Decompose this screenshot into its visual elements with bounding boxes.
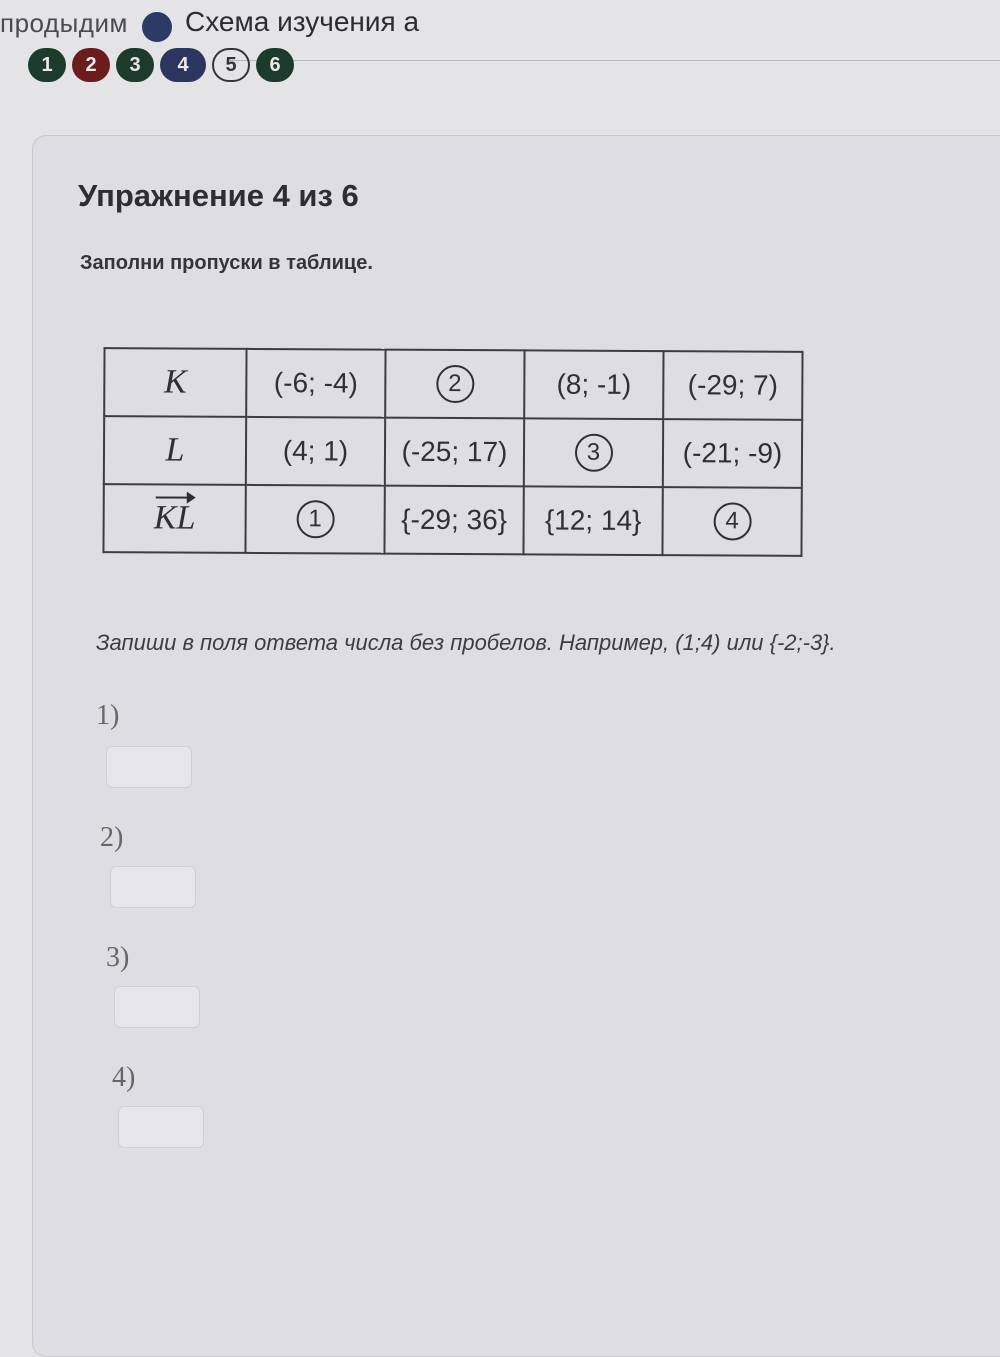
row-header-k: K bbox=[104, 348, 246, 417]
table-row-l bbox=[104, 416, 802, 488]
answer-1-label: 1) bbox=[96, 700, 120, 731]
answer-1-input[interactable] bbox=[106, 746, 192, 788]
table-row-k bbox=[104, 348, 802, 420]
blank-marker: 2 bbox=[436, 365, 474, 403]
step-6-button[interactable]: 6 bbox=[256, 48, 294, 82]
coordinates-table bbox=[102, 347, 803, 557]
table-cell-blank-4 bbox=[662, 487, 801, 556]
blank-marker: 3 bbox=[574, 434, 612, 472]
table-cell: {12; 14} bbox=[523, 486, 662, 555]
answer-2-label: 2) bbox=[100, 822, 124, 853]
row-header-kl bbox=[103, 484, 245, 553]
table-cell: {-29; 36} bbox=[384, 486, 523, 555]
table-cell: (-6; -4) bbox=[246, 349, 385, 418]
breadcrumb-previous[interactable]: продыдим bbox=[0, 8, 128, 38]
course-title[interactable]: Схема изучения а bbox=[185, 6, 420, 37]
table-cell: (-29; 7) bbox=[663, 351, 802, 420]
step-3-button[interactable]: 3 bbox=[116, 48, 154, 82]
exercise-instruction: Заполни пропуски в таблице. bbox=[80, 252, 373, 274]
step-4-button[interactable]: 4 bbox=[160, 48, 206, 82]
answer-format-note: Запиши в поля ответа числа без пробелов. Например, (1;4) или {-2;-3}. bbox=[96, 630, 836, 655]
vector-kl: KL bbox=[153, 499, 196, 537]
blank-marker: 1 bbox=[296, 500, 334, 538]
answer-4-input[interactable] bbox=[118, 1106, 204, 1148]
step-5-button[interactable]: 5 bbox=[212, 48, 250, 82]
divider bbox=[230, 60, 1000, 61]
top-navigation bbox=[0, 0, 1000, 48]
table-row-kl bbox=[103, 484, 801, 556]
table-cell-blank-2 bbox=[385, 350, 524, 419]
table-cell: (-21; -9) bbox=[663, 419, 802, 488]
answer-2-input[interactable] bbox=[110, 866, 196, 908]
table-cell-blank-1 bbox=[245, 485, 384, 554]
table-cell: (-25; 17) bbox=[385, 418, 524, 487]
table-cell: (4; 1) bbox=[246, 417, 385, 486]
step-1-button[interactable]: 1 bbox=[28, 48, 66, 82]
answer-3-label: 3) bbox=[106, 942, 130, 973]
blank-marker: 4 bbox=[713, 502, 751, 540]
table-cell-blank-3 bbox=[524, 418, 663, 487]
row-header-l: L bbox=[104, 416, 246, 485]
exercise-stepper bbox=[28, 48, 294, 82]
exercise-title: Упражнение 4 из 6 bbox=[78, 178, 359, 213]
course-logo-icon bbox=[142, 12, 172, 42]
answer-3-input[interactable] bbox=[114, 986, 200, 1028]
table-cell: (8; -1) bbox=[524, 350, 663, 419]
step-2-button[interactable]: 2 bbox=[72, 48, 110, 82]
answer-4-label: 4) bbox=[112, 1062, 136, 1093]
